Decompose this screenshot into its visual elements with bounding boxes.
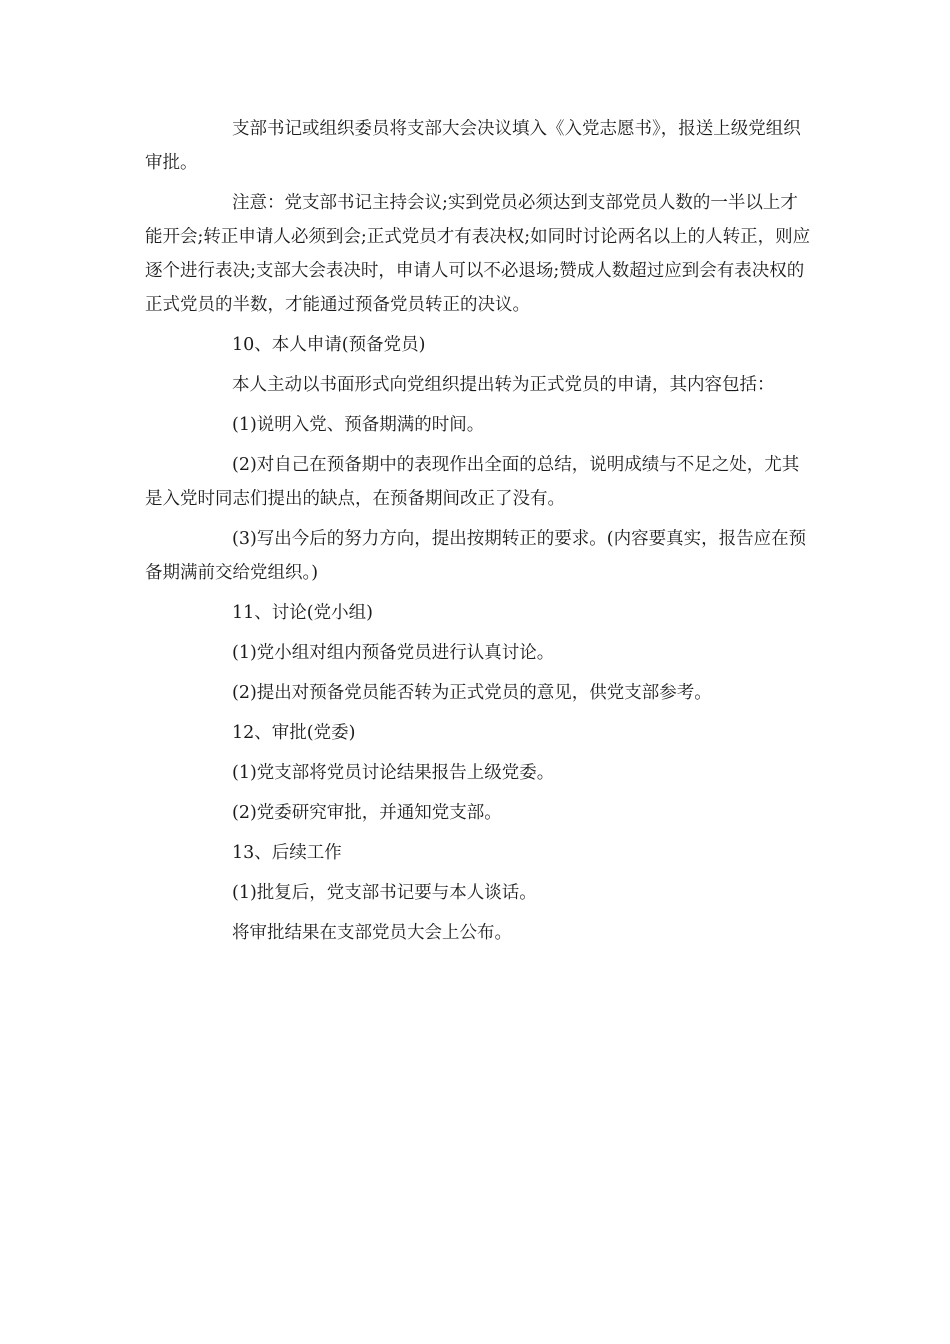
document-body [145,112,815,956]
list-item-approval-2: (2)党委研究审批，并通知党支部。 [232,803,502,823]
paragraph-notice: 注意：党支部书记主持会议;实到党员必须达到支部党员人数的一半以上才能开会;转正申请人必须到会;正式党员才有表决权;如同时讨论两名以上的人转正，则应逐个进行表决;支部大会表决时，申请人可以不必退场;赞成人数超过应到会有表决权的正式党员的半数，才能通过预备党员转正的决议。 [145,193,811,315]
list-item-discussion-2: (2)提出对预备党员能否转为正式党员的意见，供党支部参考。 [232,683,712,703]
list-item-followup-1: (1)批复后，党支部书记要与本人谈话。 [232,883,537,903]
heading-step-12: 12、审批(党委) [232,723,356,743]
heading-step-13: 13、后续工作 [232,843,342,863]
heading-step-11: 11、讨论(党小组) [232,603,373,623]
list-item-application-1: (1)说明入党、预备期满的时间。 [232,415,485,435]
heading-step-10: 10、本人申请(预备党员) [232,335,426,355]
list-item-approval-1: (1)党支部将党员讨论结果报告上级党委。 [232,763,555,783]
paragraph-branch-resolution: 支部书记或组织委员将支部大会决议填入《入党志愿书》，报送上级党组织审批。 [145,119,801,173]
list-item-discussion-1: (1)党小组对组内预备党员进行认真讨论。 [232,643,555,663]
paragraph-announce-result: 将审批结果在支部党员大会上公布。 [232,923,512,943]
list-item-application-3: (3)写出今后的努力方向，提出按期转正的要求。(内容要真实，报告应在预备期满前交给党组织。) [145,529,807,583]
paragraph-application-intro: 本人主动以书面形式向党组织提出转为正式党员的申请，其内容包括： [232,375,775,395]
list-item-application-2: (2)对自己在预备期中的表现作出全面的总结，说明成绩与不足之处，尤其是入党时同志们提出的缺点，在预备期间改正了没有。 [145,455,800,509]
